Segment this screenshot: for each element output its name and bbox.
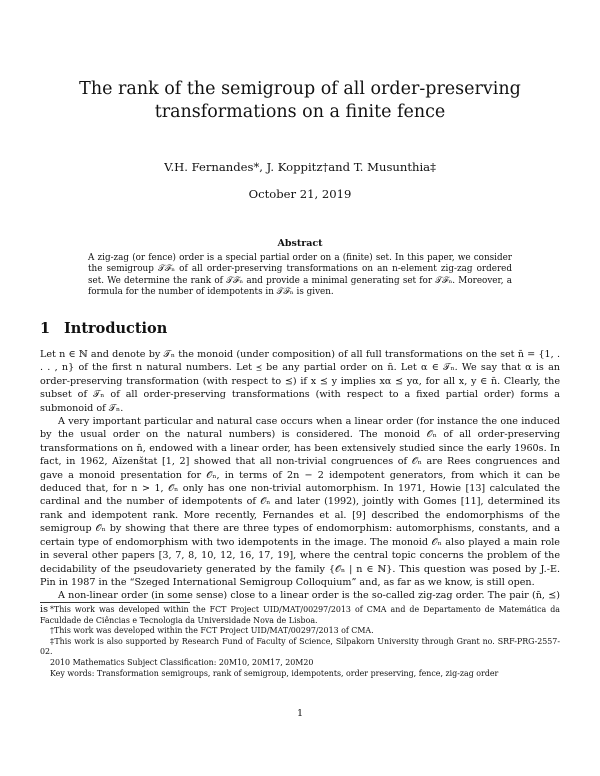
section-body [40,348,560,616]
paper-date: October 21, 2019 [248,187,352,201]
footnote: 2010 Mathematics Subject Classification: 20M10, 20M17, 20M20 [50,657,314,667]
paragraph: Let n ∈ ℕ and denote by 𝒯ₙ the monoid (under composition) of all full transformations on the set n̄ = {1, . . . , n} of the first n natural numbers. Let ⪯ be any partial order on n̄. Let α ∈ 𝒯ₙ. We say that α is an order-preserving transformation (with respect to ⪯) if x ⪯ y implies xα ⪯ yα, for all x, y ∈ n̄. Clearly, the subset of 𝒯ₙ of all order-preserving transformations (with respect to a fixed partial order) forms a submonoid of 𝒯ₙ. [40,349,560,414]
author-list: V.H. Fernandes*, J. Koppitz†and T. Musunthia‡ [164,160,436,174]
footnote: Key words: Transformation semigroups, rank of semigroup, idempotents, order preserving, fence, zig-zag order [50,668,499,678]
footnote: ‡This work is also supported by Research Fund of Faculty of Science, Silpakorn University through Grant no. SRF-PRG-2557-02. [40,636,560,657]
footnote: †This work was developed within the FCT Project UID/MAT/00297/2013 of CMA. [50,626,374,636]
abstract-heading: Abstract [277,238,323,249]
footnotes [40,605,560,679]
footnote: *This work was developed within the FCT Project UID/MAT/00297/2013 of CMA and de Departamento de Matemática da Faculdade de Ciências e Tecnologia da Universidade Nova de Lisboa. [40,605,560,625]
page-number: 1 [296,708,304,719]
section-heading [40,320,167,338]
paper-title: The rank of the semigroup of all order-preserving transformations on a finite fence [79,79,521,122]
footnote-rule [40,602,190,603]
section-title: Introduction [64,320,168,337]
section-number: 1 [40,320,51,337]
paragraph: A very important particular and natural case occurs when a linear order (for instance the one induced by the usual order on the natural numbers) is considered. The monoid 𝒪ₙ of all order-preserving transformations on n̄, endowed with a linear order, has been extensively studied since the early 1960s. In fact, in 1962, Aĭzenštat [1, 2] showed that all non-trivial congruences of 𝒪ₙ are Rees congruences and gave a monoid presentation for 𝒪ₙ, in terms of 2n − 2 idempotent generators, from which it can be deduced that, for n > 1, 𝒪ₙ only has one non-trivial automorphism. In 1971, Howie [13] calculated the cardinal and the number of idempotents of 𝒪ₙ and later (1992), jointly with Gomes [11], determined its rank and idempotent rank. More recently, Fernandes et al. [9] described the endomorphisms of the semigroup 𝒪ₙ by showing that there are three types of endomorphism: automorphisms, constants, and a certain type of endomorphism with two idempotents in the image. The monoid 𝒪ₙ also played a main role in several other papers [3, 7, 8, 10, 12, 16, 17, 19], where the central topic concerns the problem of the decidability of the pseudovariety generated by the family {𝒪ₙ | n ∈ ℕ}. This question was posed by J.-E. Pin in 1987 in the “Szeged International Semigroup Colloquium” and, as far as we know, is still open. [40,416,560,588]
abstract-text: A zig-zag (or fence) order is a special partial order on a (finite) set. In this paper, we consider the semigroup 𝒯ℱₙ of all order-preserving transformations on an n-element zig-zag ordered set. We determine the rank of 𝒯ℱₙ and provide a minimal generating set for 𝒯ℱₙ. Moreover, a formula for the number of idempotents in 𝒯ℱₙ is given. [88,253,512,297]
paragraph: A non-linear order (in some sense) close to a linear order is the so-called zig-zag order. The pair (n̄, ⪯) is [40,590,560,615]
